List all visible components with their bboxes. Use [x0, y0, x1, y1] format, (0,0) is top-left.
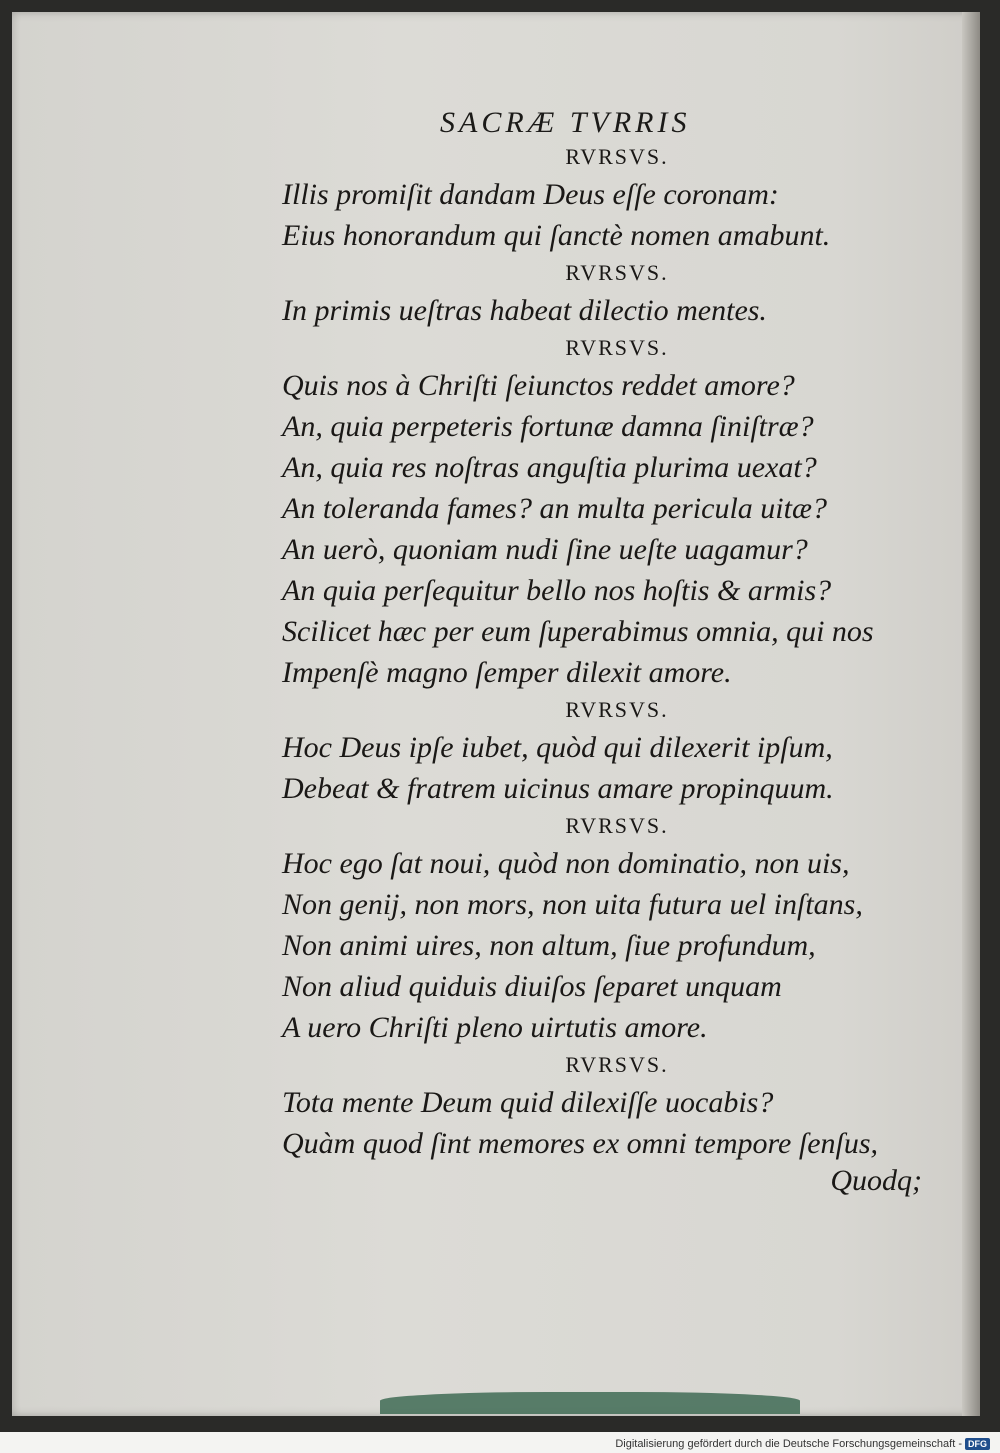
- verse-line: An, quia res noſtras anguſtia plurima uexat?: [282, 451, 817, 484]
- section-title: RVRSVS.: [565, 1052, 669, 1077]
- verse-line: An toleranda fames? an multa pericula uitæ?: [282, 492, 827, 525]
- section-title: RVRSVS.: [565, 813, 669, 838]
- section-title: RVRSVS.: [565, 144, 669, 169]
- catchword: Quodq;: [830, 1164, 922, 1197]
- verse-line: A uero Chriſti pleno uirtutis amore.: [282, 1011, 708, 1044]
- verse-line: Hoc ego ſat noui, quòd non dominatio, non uis,: [282, 847, 850, 880]
- verse-line: In primis ueſtras habeat dilectio mentes.: [282, 294, 767, 327]
- verse-line: Quàm quod ſint memores ex omni tempore ſenſus,: [282, 1127, 879, 1160]
- verse-line: Non aliud quiduis diuiſos ſeparet unquam: [282, 970, 782, 1003]
- verse-line: Quis nos à Chriſti ſeiunctos reddet amore?: [282, 369, 795, 402]
- verse-line: Eius honorandum qui ſanctè nomen amabunt.: [282, 219, 831, 252]
- verse-line: Non genij, non mors, non uita futura uel inſtans,: [282, 888, 863, 921]
- dfg-logo: DFG: [965, 1438, 990, 1450]
- verse-line: Tota mente Deum quid dilexiſſe uocabis?: [282, 1086, 774, 1119]
- section-title: RVRSVS.: [565, 697, 669, 722]
- verse-line: An quia perſequitur bello nos hoſtis & armis?: [282, 574, 832, 607]
- running-header: SACRÆ TVRRIS: [440, 106, 691, 139]
- section-title: RVRSVS.: [565, 260, 669, 285]
- verse-line: Hoc Deus ipſe iubet, quòd qui dilexerit ipſum,: [282, 731, 833, 764]
- verse-line: Non animi uires, non altum, ſiue profundum,: [282, 929, 816, 962]
- verse-line: Scilicet hæc per eum ſuperabimus omnia, qui nos: [282, 615, 874, 648]
- verse-line: Debeat & fratrem uicinus amare propinquum.: [282, 772, 834, 805]
- verse-line: Impenſè magno ſemper dilexit amore.: [282, 656, 732, 689]
- verse-line: An, quia perpeteris fortunæ damna ſiniſtræ?: [282, 410, 814, 443]
- verse-line: An uerò, quoniam nudi ſine ueſte uagamur?: [282, 533, 808, 566]
- section-title: RVRSVS.: [565, 335, 669, 360]
- footer-text: Digitalisierung gefördert durch die Deutsche Forschungsgemeinschaft -: [615, 1438, 962, 1450]
- page-spine-shadow: [962, 12, 980, 1416]
- page-bottom-edge: [380, 1392, 800, 1414]
- footer-credit: [615, 1438, 990, 1450]
- verse-line: Illis promiſit dandam Deus eſſe coronam:: [282, 178, 779, 211]
- poem-text: [282, 140, 922, 1198]
